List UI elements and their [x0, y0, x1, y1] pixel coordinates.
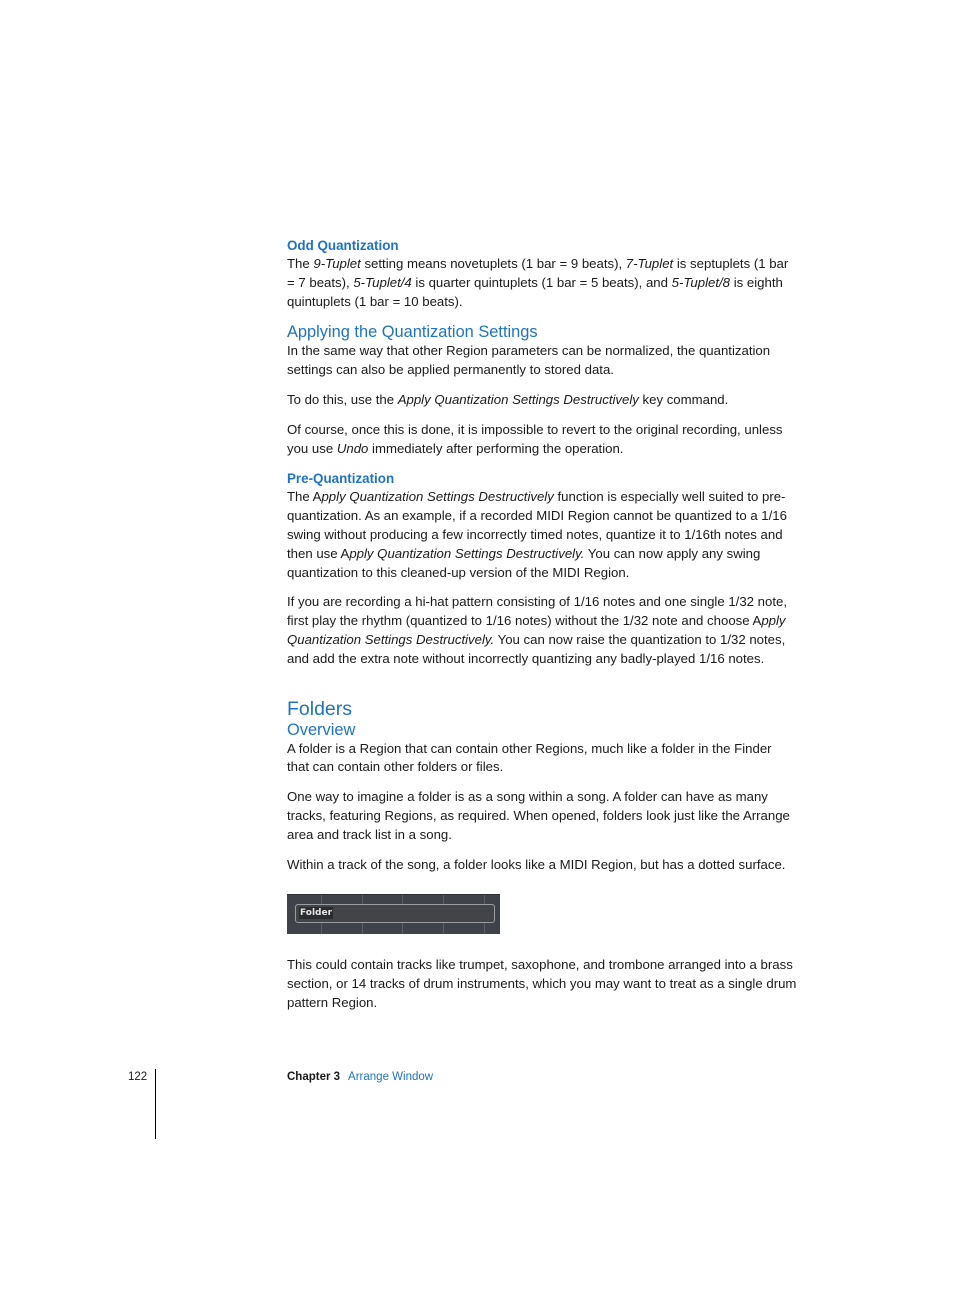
italic-term: 9-Tuplet: [313, 256, 361, 271]
heading-odd-quantization: Odd Quantization: [287, 238, 399, 253]
italic-term: Apply Quantization Settings Destructively: [397, 391, 639, 407]
italic-term: 5-Tuplet/4: [353, 274, 412, 290]
footer-chapter-number: Chapter 3: [287, 1071, 341, 1083]
folder-region-label: Folder: [300, 908, 333, 919]
heading-applying-quantization: Applying the Quantization Settings: [287, 323, 538, 342]
page-number: 122: [128, 1071, 148, 1083]
italic-term: pply Quantization Settings Destructively.: [287, 613, 786, 647]
paragraph: To do this, use the Apply Quantization Settings Destructively key command.: [287, 391, 729, 407]
paragraph: This could contain tracks like trumpet, saxophone, and trombone arranged into a brass section, or 14 tracks of drum instruments, which you may want to treat as a single drum pattern Region.: [287, 957, 797, 1010]
page-content: [287, 236, 797, 1013]
italic-term: 5-Tuplet/8: [671, 274, 731, 290]
paragraph: Within a track of the song, a folder looks like a MIDI Region, but has a dotted surface.: [287, 856, 786, 872]
folder-region: [295, 904, 495, 923]
footer-chapter: [287, 1070, 433, 1085]
heading-overview: Overview: [287, 720, 356, 739]
folder-region-screenshot: [287, 894, 500, 934]
paragraph: If you are recording a hi-hat pattern consisting of 1/16 notes and one single 1/32 note, first play the rhythm (quantized to 1/16 notes) without the 1/32 note and choose Apply Quantization Settings Destructively. You can now raise the quantization to 1/32 notes, and add the extra note without incorrectly quantizing any badly-played 1/16 notes.: [287, 594, 787, 666]
italic-term: 7-Tuplet: [625, 256, 674, 271]
heading-folders: Folders: [287, 697, 353, 720]
paragraph: One way to imagine a folder is as a song within a song. A folder can have as many tracks, featuring Regions, as required. When opened, folders look just like the Arrange area and track list in a song.: [287, 789, 790, 842]
footer-divider: [155, 1069, 156, 1139]
paragraph: Of course, once this is done, it is impossible to revert to the original recording, unless you use Undo immediately after performing the operation.: [287, 421, 783, 456]
paragraph: In the same way that other Region parameters can be normalized, the quantization settings can also be applied permanently to stored data.: [287, 343, 771, 378]
footer-chapter-title[interactable]: Arrange Window: [348, 1071, 434, 1083]
paragraph: The 9-Tuplet setting means novetuplets (1 bar = 9 beats), 7-Tuplet is septuplets (1 bar = 7 beats), 5-Tuplet/4 is quarter quintuplets (1 bar = 5 beats), and 5-Tuplet/8 is eighth quintuplets (1 bar = 10 beats).: [287, 256, 789, 309]
italic-term: pply Quantization Settings Destructively.: [349, 545, 585, 561]
italic-term: pply Quantization Settings Destructively: [321, 489, 554, 505]
italic-term: Undo: [336, 440, 369, 456]
heading-pre-quantization: Pre-Quantization: [287, 471, 395, 487]
paragraph: A folder is a Region that can contain other Regions, much like a folder in the Finder that can contain other folders or files.: [287, 740, 772, 775]
paragraph: The Apply Quantization Settings Destructively function is especially well suited to pre-quantization. As an example, if a recorded MIDI Region cannot be quantized to a 1/16 swing without producing a few incorrectly timed notes, quantize it to 1/16th notes and then use Apply Quantization Settings Destructively. You can now apply any swing quantization to this cleaned-up version of the MIDI Region.: [287, 489, 787, 580]
